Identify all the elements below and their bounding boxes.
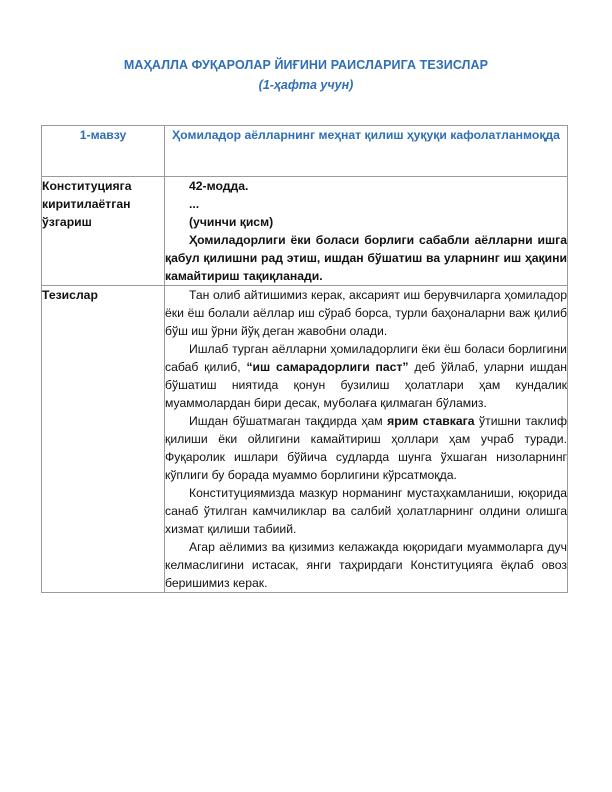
thesis-paragraph-3 bbox=[165, 412, 567, 484]
thesis-paragraph-2 bbox=[165, 340, 567, 412]
article-part: (учинчи қисм) bbox=[189, 215, 274, 229]
change-label: Конституцияга киритилаётган ўзгариш bbox=[42, 177, 165, 286]
thesis-3-text-start: Ишдан бўшатмаган тақдирда ҳам bbox=[189, 414, 388, 428]
topic-label: 1-мавзу bbox=[42, 126, 165, 177]
thesis-2-emphasis: “иш самарадорлиги паст” bbox=[246, 360, 409, 374]
theses-label: Тезислар bbox=[42, 286, 165, 593]
thesis-2-text-start: Ишлаб турган аёлларни ҳомиладорлиги ёки ёш боласи борлигини сабаб қилиб, bbox=[165, 342, 567, 374]
article-text: Ҳомиладорлиги ёки боласи борлиги сабабли аёлларни ишга қабул қилишни рад этиш, ишдан бўшатиш ва уларнинг иш ҳақини камайтириш тақиқланади. bbox=[165, 233, 567, 283]
article-number: 42-модда. bbox=[189, 179, 249, 193]
table-row-change bbox=[42, 177, 568, 286]
thesis-paragraph-1: Тан олиб айтишимиз керак, аксарият иш берувчиларга ҳомиладор ёки ёш болали аёллар иш сўраб борса, турли баҳоналарни важ қилиб бўш иш ўрни йўқ деган жавобни олади. bbox=[165, 288, 567, 338]
change-content bbox=[165, 177, 568, 286]
theses-content bbox=[165, 286, 568, 593]
ellipsis: ... bbox=[189, 197, 200, 211]
page-subtitle: (1-ҳафта учун) bbox=[258, 78, 354, 92]
thesis-paragraph-5: Агар аёлимиз ва қизимиз келажакда юқоридаги муаммоларга дуч келмаслигини истасак, янги таҳрирдаги Конституцияга ёқлаб овоз беришимиз керак. bbox=[165, 540, 567, 590]
table-header-row bbox=[42, 126, 568, 177]
thesis-3-emphasis: ярим ставкага bbox=[387, 414, 475, 428]
topic-title: Ҳомиладор аёлларнинг меҳнат қилиш ҳуқуқи кафолатланмоқда bbox=[165, 126, 568, 177]
thesis-paragraph-4: Конституциямизда мазкур норманинг мустаҳкамланиши, юқорида санаб ўтилган камчиликлар ва салбий ҳолатларнинг олдини олишга хизмат қилиши табиий. bbox=[165, 486, 567, 536]
table-row-theses bbox=[42, 286, 568, 593]
page-title: МАҲАЛЛА ФУҚАРОЛАР ЙИҒИНИ РАИСЛАРИГА ТЕЗИСЛАР bbox=[123, 58, 489, 72]
theses-table bbox=[41, 125, 568, 593]
thesis-3-text-end: ўтишни таклиф қилиши ёки ойлигини камайтириш ҳоллари ҳам учраб туради. Фуқаролик ишлари бўйича судларда шунга ўхшаган низоларнинг кўплиги бу борада муаммо борлигини кўрсатмоқда. bbox=[165, 414, 567, 482]
thesis-2-text-end: деб ўйлаб, уларни ишдан бўшатиш ниятида қонун бузилиш ҳолатлари ҳам кундалик муаммолардан бири десак, муболаға қилмаган бўламиз. bbox=[165, 360, 568, 410]
